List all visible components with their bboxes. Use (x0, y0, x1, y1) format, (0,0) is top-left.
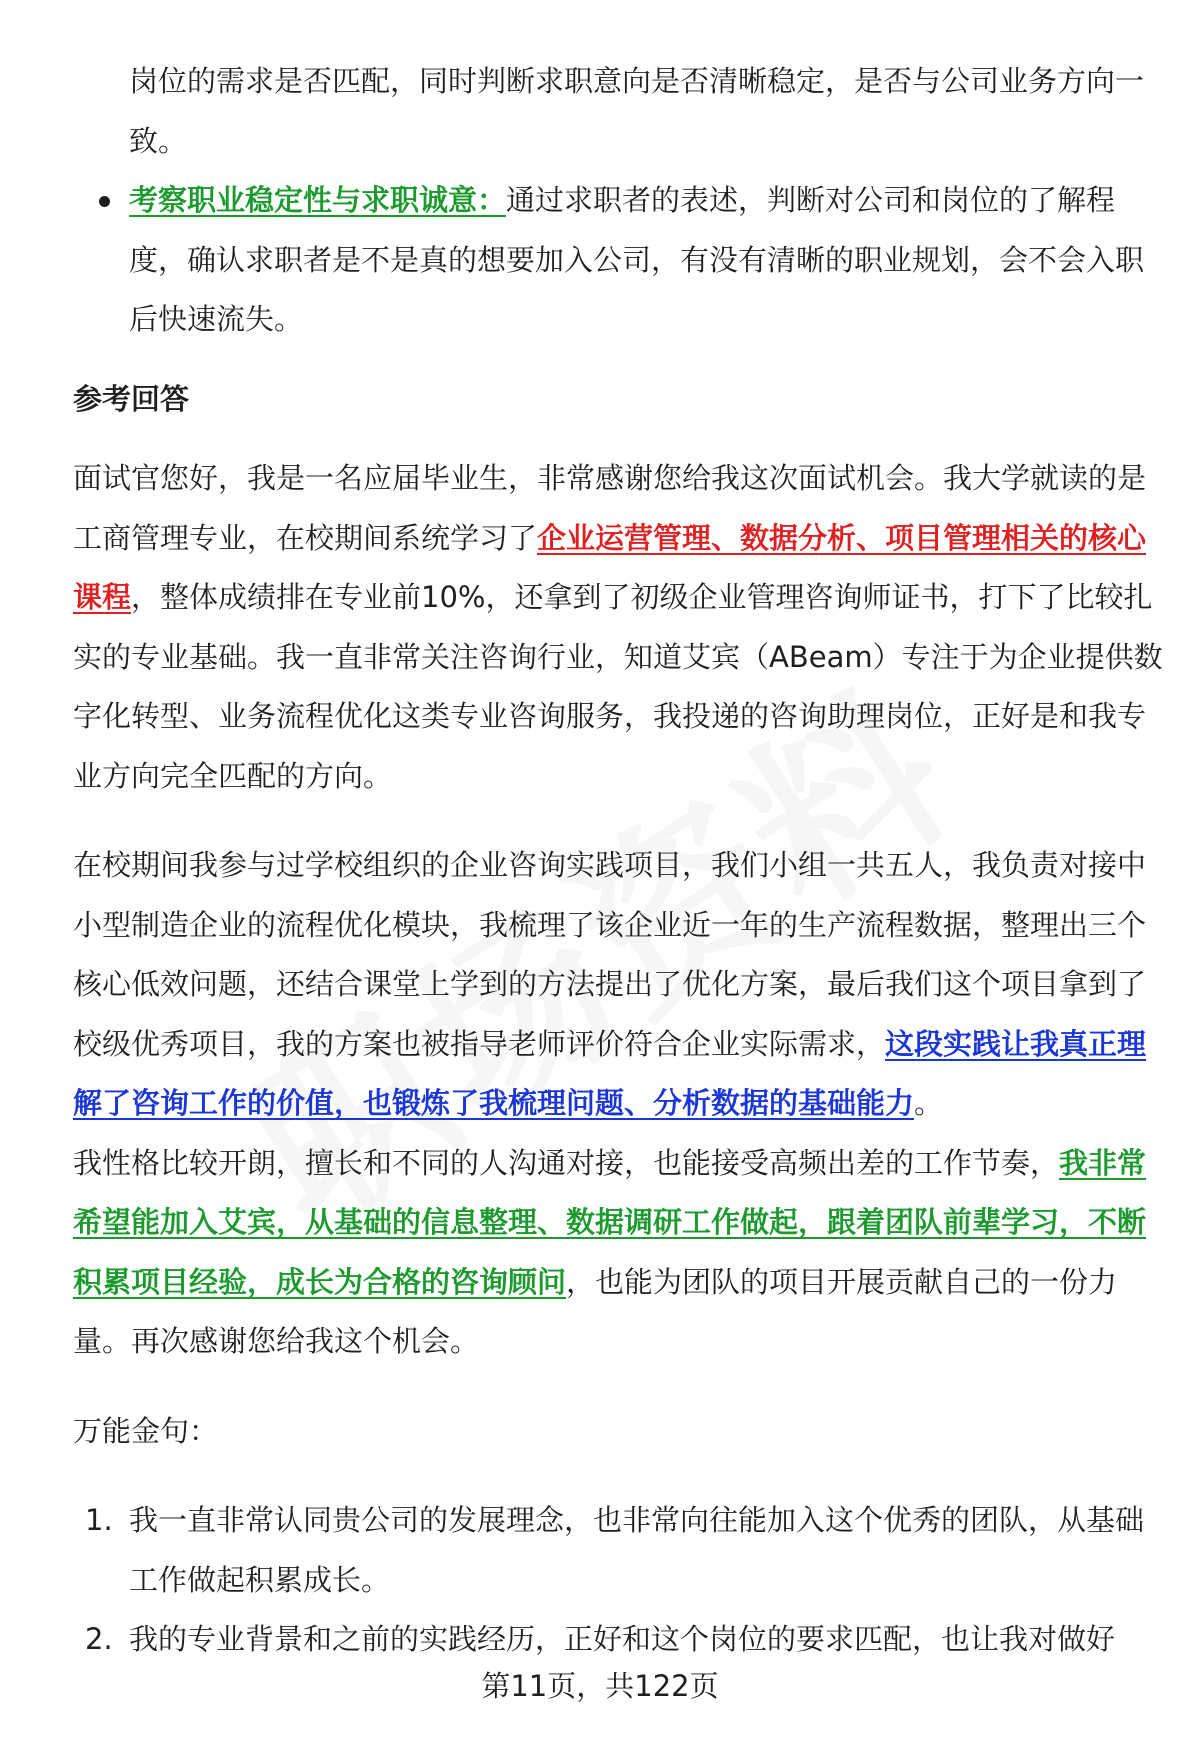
bullet-label: 考察职业稳定性与求职诚意： (129, 183, 507, 217)
highlight-red: 企业运营管理、数据分析、项目管理相关的核心课程 (73, 520, 1147, 614)
golden-sentences-title: 万能金句： (73, 1413, 219, 1448)
paragraph-text: ，整体成绩排在专业前10%，还拿到了初级企业管理咨询师证书，打下了比较扎实的专业基础。我一直非常关注咨询行业，知道艾宾（ABeam）专注于为企业提供数字化转型、业务流程优化这类专业咨询服务，我投递的咨询助理岗位，正好是和我专业方向完全匹配的方向。 (73, 580, 1163, 793)
golden-sentences-list (73, 1491, 1163, 1670)
list-number: 2. (85, 1622, 113, 1656)
page-footer: 第11页，共122页 (481, 1669, 719, 1703)
highlight-green: 我非常希望能加入艾宾，从基础的信息整理、数据调研工作做起，跟着团队前辈学习，不断积累项目经验，成长为合格的咨询顾问 (73, 1145, 1147, 1299)
list-item (73, 1610, 1163, 1670)
list-item-text: 我的专业背景和之前的实践经历，正好和这个岗位的要求匹配，也让我对做好 (129, 1622, 1116, 1656)
paragraph-text: 面试官您好，我是一名应届毕业生，非常感谢您给我这次面试机会。我大学就读的是工商管理专业，在校期间系统学习了 (73, 461, 1147, 555)
answer-paragraph-2 (73, 836, 1163, 1134)
paragraph-text: ，也能为团队的项目开展贡献自己的一份力量。再次感谢您给我这个机会。 (73, 1264, 1118, 1358)
list-item (73, 1491, 1163, 1610)
list-number: 1. (85, 1503, 113, 1537)
answer-paragraph-1 (73, 449, 1163, 806)
list-item-text: 我一直非常认同贵公司的发展理念，也非常向往能加入这个优秀的团队，从基础工作做起积累成长。 (129, 1503, 1145, 1597)
paragraph-text: 。 (914, 1086, 944, 1120)
highlight-blue: 这段实践让我真正理解了咨询工作的价值，也锻炼了我梳理问题、分析数据的基础能力 (73, 1026, 1147, 1120)
document-content (73, 52, 1163, 1670)
answer-paragraph-3 (73, 1134, 1163, 1372)
paragraph-text: 在校期间我参与过学校组织的企业咨询实践项目，我们小组一共五人，我负责对接中小型制造企业的流程优化模块，我梳理了该企业近一年的生产流程数据，整理出三个核心低效问题，还结合课堂上学到的方法提出了优化方案，最后我们这个项目拿到了校级优秀项目，我的方案也被指导老师评价符合企业实际需求， (73, 848, 1147, 1061)
section-title: 参考回答 (73, 381, 190, 416)
bullet-continued-text: 岗位的需求是否匹配，同时判断求职意向是否清晰稳定，是否与公司业务方向一致。 (129, 64, 1145, 158)
criteria-list (73, 171, 1163, 350)
bullet-text: 通过求职者的表述，判断对公司和岗位的了解程度，确认求职者是不是真的想要加入公司，有没有清晰的职业规划，会不会入职后快速流失。 (129, 183, 1145, 336)
list-item (73, 171, 1163, 350)
bullet-dot-icon (99, 196, 110, 207)
paragraph-text: 我性格比较开朗，擅长和不同的人沟通对接，也能接受高频出差的工作节奏， (73, 1145, 1060, 1180)
